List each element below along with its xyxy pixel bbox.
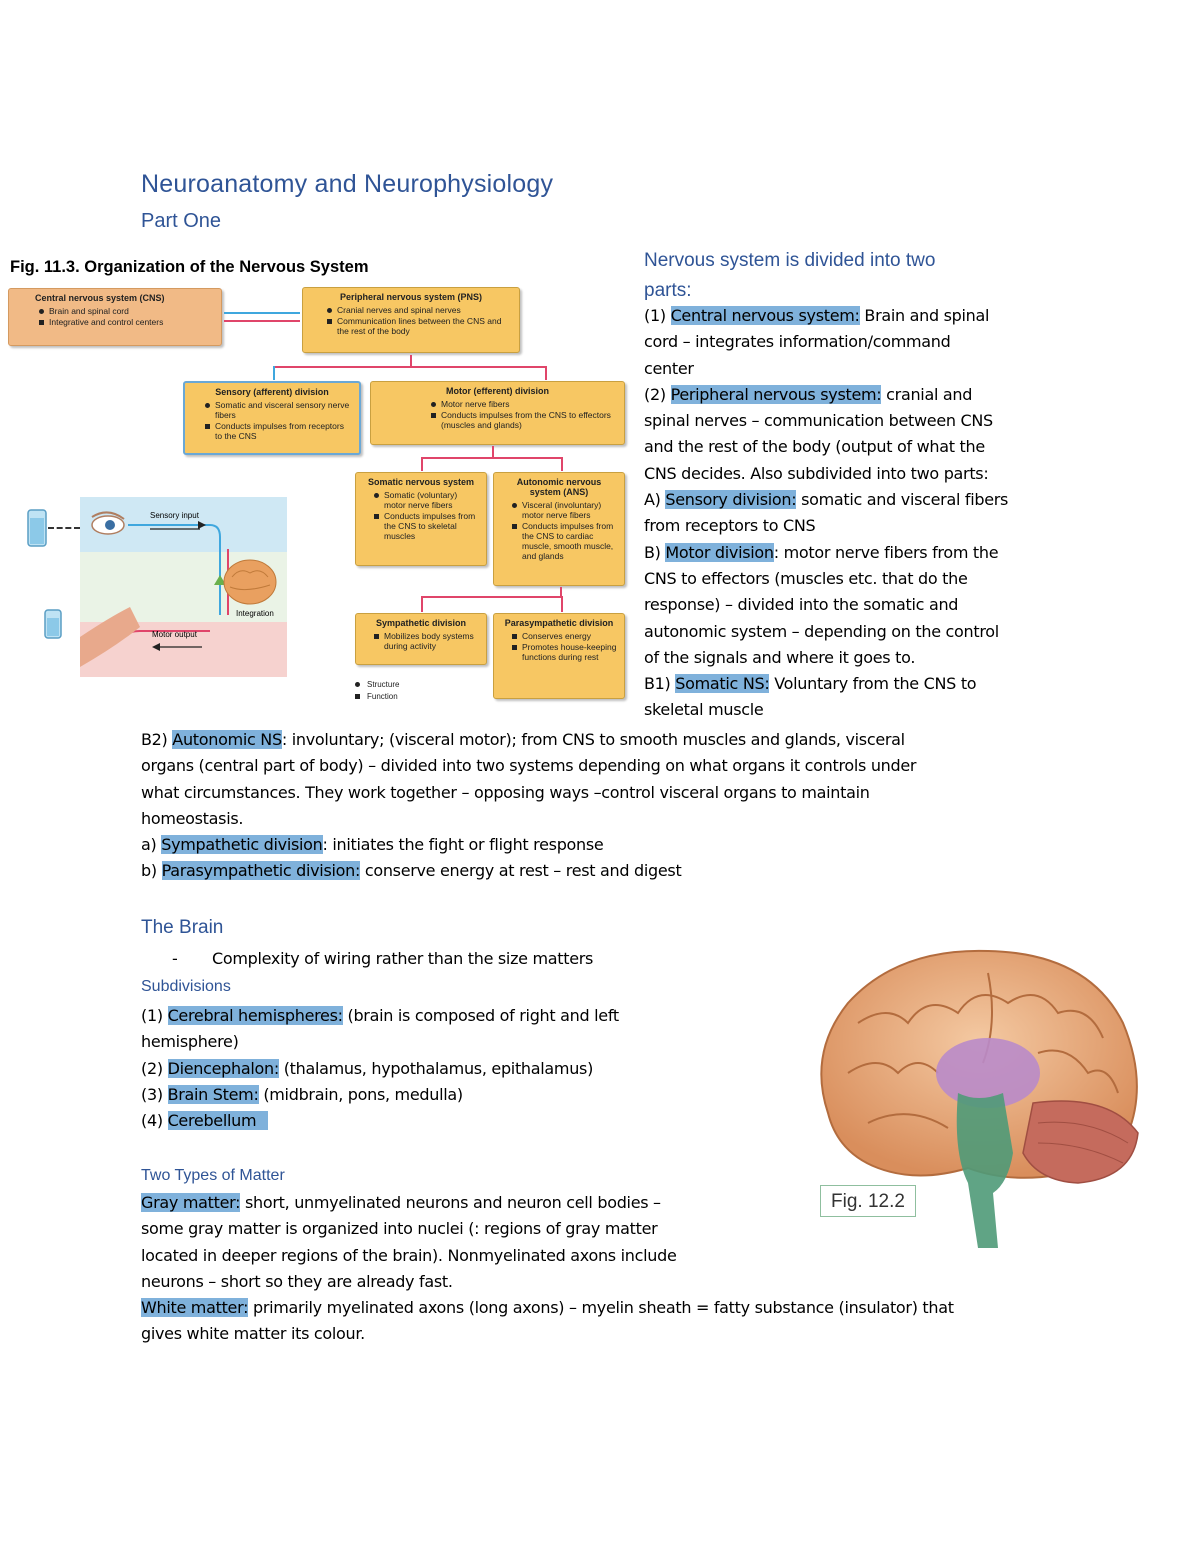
connector: [421, 457, 423, 471]
sensory-item: Conducts impulses from receptors to the CNS: [201, 421, 353, 441]
sensory-item: Somatic and visceral sensory nerve fibers: [201, 400, 353, 420]
term-pns: Peripheral nervous system:: [670, 384, 882, 404]
parasympathetic-heading: Parasympathetic division: [504, 618, 614, 628]
legend-function-label: Function: [367, 692, 398, 701]
connector: [273, 366, 275, 380]
cns-item: Brain and spinal cord: [35, 306, 215, 316]
motor-output-label: Motor output: [152, 630, 197, 639]
text-line: from receptors to CNS: [644, 516, 816, 536]
text-line: some gray matter is organized into nuclei (: regions of gray matter: [141, 1219, 658, 1239]
term-cerebellum: Cerebellum: [168, 1111, 269, 1130]
figure-title: Fig. 11.3. Organization of the Nervous System: [10, 258, 369, 276]
brain-heading: The Brain: [141, 917, 224, 938]
nervous-heading-1: Nervous system is divided into two: [644, 250, 936, 271]
text-line: center: [644, 358, 694, 378]
text-line: skeletal muscle: [644, 700, 764, 720]
dashed-line: [48, 527, 80, 531]
arrow-pns-to-cns: [224, 320, 300, 322]
pns-box: [302, 287, 520, 353]
list-item: (2) Diencephalon: (thalamus, hypothalamus, epithalamus): [141, 1058, 594, 1078]
text-line: cord – integrates information/command: [644, 332, 951, 352]
text-line: a) Sympathetic division: initiates the fight or flight response: [141, 835, 604, 855]
glass-icon: [44, 608, 64, 640]
text-line: autonomic system – depending on the control: [644, 621, 999, 641]
legend-function: [355, 692, 399, 701]
brain-bullet-dash: -: [172, 949, 178, 968]
somatic-item: Conducts impulses from the CNS to skeletal muscles: [370, 511, 480, 541]
term-parasympathetic: Parasympathetic division:: [161, 861, 361, 881]
matter-body: [141, 1190, 1141, 1348]
page-title: Neuroanatomy and Neurophysiology: [141, 170, 554, 198]
text-line: (1) Central nervous system: Brain and spinal: [644, 306, 990, 325]
text-line: b) Parasympathetic division: conserve energy at rest – rest and digest: [141, 861, 682, 881]
sensory-input-label: Sensory input: [150, 511, 199, 520]
autonomic-ns-box: [493, 472, 625, 586]
list-item: (3) Brain Stem: (midbrain, pons, medulla): [141, 1084, 463, 1104]
sympathetic-item: Mobilizes body systems during activity: [370, 631, 480, 651]
nervous-body: [644, 303, 1184, 724]
pns-heading: Peripheral nervous system (PNS): [339, 292, 483, 302]
cns-box: [8, 288, 222, 346]
list-item: (4) Cerebellum: [141, 1108, 761, 1134]
text-line: A) Sensory division: somatic and visceral fibers: [644, 490, 1009, 510]
motor-item: Conducts impulses from the CNS to effectors (muscles and glands): [427, 410, 618, 430]
text-line: spinal nerves – communication between CNS: [644, 411, 993, 431]
motor-division-box: [370, 381, 625, 445]
pns-item: Communication lines between the CNS and the rest of the body: [323, 316, 513, 336]
text-line: located in deeper regions of the brain). Nonmyelinated axons include: [141, 1245, 677, 1265]
autonomic-item: Visceral (involuntary) motor nerve fibers: [508, 500, 618, 520]
somatic-ns-box: [355, 472, 487, 566]
text-line: hemisphere): [141, 1032, 239, 1052]
autonomic-heading: Autonomic nervous system (ANS): [516, 477, 602, 497]
text-line: B1) Somatic NS: Voluntary from the CNS to: [644, 674, 977, 694]
connector: [561, 596, 563, 612]
text-line: White matter: primarily myelinated axons (long axons) – myelin sheath = fatty substance (insulator) that: [141, 1298, 954, 1318]
connector: [421, 596, 423, 612]
connector: [421, 457, 563, 459]
sensory-heading: Sensory (afferent) division: [215, 387, 329, 397]
glass-icon: [27, 508, 47, 548]
text-line: CNS to effectors (muscles etc. that do the: [644, 568, 968, 588]
parasympathetic-box: [493, 613, 625, 699]
term-motor: Motor division: [665, 542, 774, 562]
term-cns: Central nervous system:: [670, 306, 860, 325]
term-sympathetic: Sympathetic division: [161, 835, 323, 855]
text-line: B2) Autonomic NS: involuntary; (visceral motor); from CNS to smooth muscles and glands, visceral: [141, 730, 905, 749]
term-cerebral: Cerebral hemispheres:: [167, 1006, 343, 1025]
text-line: gives white matter its colour.: [141, 1324, 365, 1344]
motor-heading: Motor (efferent) division: [446, 386, 549, 396]
term-somatic: Somatic NS:: [675, 674, 770, 694]
arrow-cns-to-pns: [224, 312, 300, 314]
subdivisions-heading: Subdivisions: [141, 978, 231, 995]
legend-structure: [355, 680, 399, 689]
connector: [561, 457, 563, 471]
sensory-division-box: [183, 381, 361, 455]
connector: [545, 366, 547, 380]
term-gray-matter: Gray matter:: [141, 1193, 241, 1212]
somatic-heading: Somatic nervous system: [367, 477, 475, 487]
text-line: CNS decides. Also subdivided into two parts:: [644, 463, 989, 483]
text-line: neurons – short so they are already fast.: [141, 1271, 453, 1291]
term-sensory: Sensory division:: [665, 490, 797, 510]
pns-item: Cranial nerves and spinal nerves: [323, 305, 513, 315]
nervous-system-section: [644, 245, 1184, 724]
legend-structure-label: Structure: [367, 680, 400, 689]
fig-12-2-label: Fig. 12.2: [820, 1185, 916, 1217]
page-subtitle: Part One: [141, 210, 222, 232]
term-diencephalon: Diencephalon:: [167, 1058, 279, 1078]
text-line: and the rest of the body (output of what the: [644, 437, 985, 457]
integration-label: Integration: [236, 609, 274, 618]
cns-heading: Central nervous system (CNS): [35, 293, 165, 303]
reflex-diagram: [80, 497, 287, 677]
autonomic-item: Conducts impulses from the CNS to cardiac muscle, smooth muscle, and glands: [508, 521, 618, 561]
cns-item: Integrative and control centers: [35, 317, 215, 327]
text-line: B) Motor division: motor nerve fibers from the: [644, 542, 999, 562]
text-line: organs (central part of body) – divided into two systems depending on what organs it controls under: [141, 756, 917, 776]
text-line: Gray matter: short, unmyelinated neurons and neuron cell bodies –: [141, 1193, 661, 1212]
matter-heading: Two Types of Matter: [141, 1167, 285, 1184]
text-line: response) – divided into the somatic and: [644, 595, 959, 615]
sympathetic-heading: Sympathetic division: [375, 618, 467, 628]
motor-item: Motor nerve fibers: [427, 399, 618, 409]
parasympathetic-item: Promotes house-keeping functions during rest: [508, 642, 618, 662]
legend: [355, 680, 399, 701]
text-line: (2) Peripheral nervous system: cranial and: [644, 384, 973, 404]
parasympathetic-item: Conserves energy: [508, 631, 618, 641]
text-line: homeostasis.: [141, 808, 244, 828]
term-brainstem: Brain Stem:: [167, 1084, 259, 1104]
list-item: (1) Cerebral hemispheres: (brain is composed of right and left: [141, 1006, 619, 1025]
connector: [421, 596, 563, 598]
subdivisions-list: [141, 1003, 761, 1134]
autonomic-section: [141, 727, 1141, 885]
term-white-matter: White matter:: [141, 1298, 249, 1318]
nervous-heading-2: parts:: [644, 280, 692, 301]
reflex-diagram-svg: [80, 497, 287, 677]
brain-bullet: Complexity of wiring rather than the size matters: [212, 949, 594, 968]
text-line: what circumstances. They work together – opposing ways –control visceral organs to maintain: [141, 782, 870, 802]
term-autonomic: Autonomic NS: [172, 730, 282, 749]
text-line: of the signals and where it goes to.: [644, 647, 916, 667]
somatic-item: Somatic (voluntary) motor nerve fibers: [370, 490, 480, 510]
sympathetic-box: [355, 613, 487, 665]
connector: [273, 366, 547, 368]
